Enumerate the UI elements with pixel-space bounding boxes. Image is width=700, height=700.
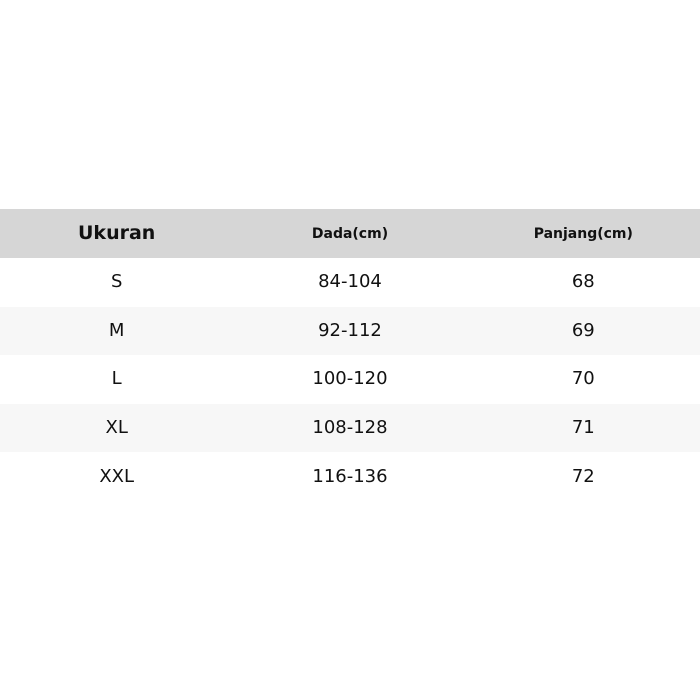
table-header-row — [0, 209, 700, 258]
chest-cell: 116-136 — [312, 465, 388, 487]
header-chest: Dada(cm) — [311, 225, 389, 242]
size-cell: XXL — [99, 465, 135, 487]
chest-cell: 100-120 — [312, 368, 388, 390]
length-cell: 71 — [571, 417, 595, 439]
table-row — [0, 307, 700, 356]
header-size: Ukuran — [78, 222, 156, 244]
length-cell: 70 — [571, 368, 595, 390]
size-cell: L — [111, 368, 122, 390]
header-length: Panjang(cm) — [533, 225, 633, 242]
size-cell: XL — [105, 417, 128, 439]
size-cell: S — [110, 271, 123, 293]
size-chart-table — [0, 209, 700, 501]
table-row — [0, 258, 700, 307]
length-cell: 68 — [571, 271, 595, 293]
chest-cell: 92-112 — [318, 319, 382, 341]
length-cell: 69 — [571, 319, 595, 341]
chest-cell: 84-104 — [318, 271, 382, 293]
table-row — [0, 452, 700, 501]
size-cell: M — [108, 319, 125, 341]
length-cell: 72 — [571, 465, 595, 487]
table-row — [0, 404, 700, 453]
chest-cell: 108-128 — [312, 417, 388, 439]
table-row — [0, 355, 700, 404]
